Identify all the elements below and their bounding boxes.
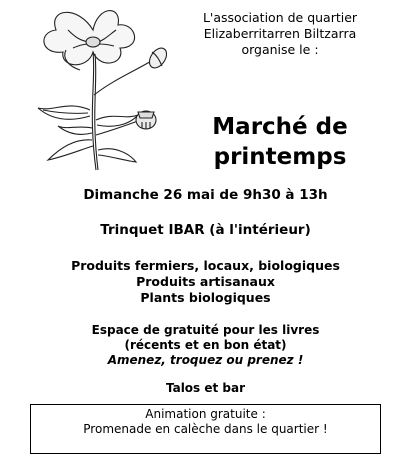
food-bar-note: Talos et bar xyxy=(165,381,246,395)
product-item: Plants biologiques xyxy=(140,290,271,305)
poppy-flower-illustration xyxy=(18,0,168,172)
event-date: Dimanche 26 mai de 9h30 à 13h xyxy=(83,187,328,203)
organizer-line: organise le : xyxy=(241,42,319,57)
event-title-line: printemps xyxy=(213,144,347,170)
event-title-line: Marché de xyxy=(212,114,348,140)
product-item: Produits artisanaux xyxy=(136,274,275,289)
event-venue: Trinquet IBAR (à l'intérieur) xyxy=(100,222,311,238)
book-exchange-condition: (récents et en bon état) xyxy=(124,338,287,352)
book-exchange-section xyxy=(0,323,411,368)
organizer-name: Elizaberritarren Biltzarra xyxy=(203,26,357,41)
product-item: Produits fermiers, locaux, biologiques xyxy=(71,258,340,273)
animation-description: Promenade en calèche dans le quartier ! xyxy=(83,422,328,436)
organizer-line: L'association de quartier xyxy=(202,10,358,25)
book-exchange-slogan: Amenez, troquez ou prenez ! xyxy=(107,353,304,367)
organizer-intro xyxy=(170,10,390,58)
event-title xyxy=(170,112,390,172)
animation-box xyxy=(30,404,381,454)
animation-title: Animation gratuite : xyxy=(145,407,266,421)
book-exchange-title: Espace de gratuité pour les livres xyxy=(91,323,320,337)
products-list xyxy=(0,258,411,306)
